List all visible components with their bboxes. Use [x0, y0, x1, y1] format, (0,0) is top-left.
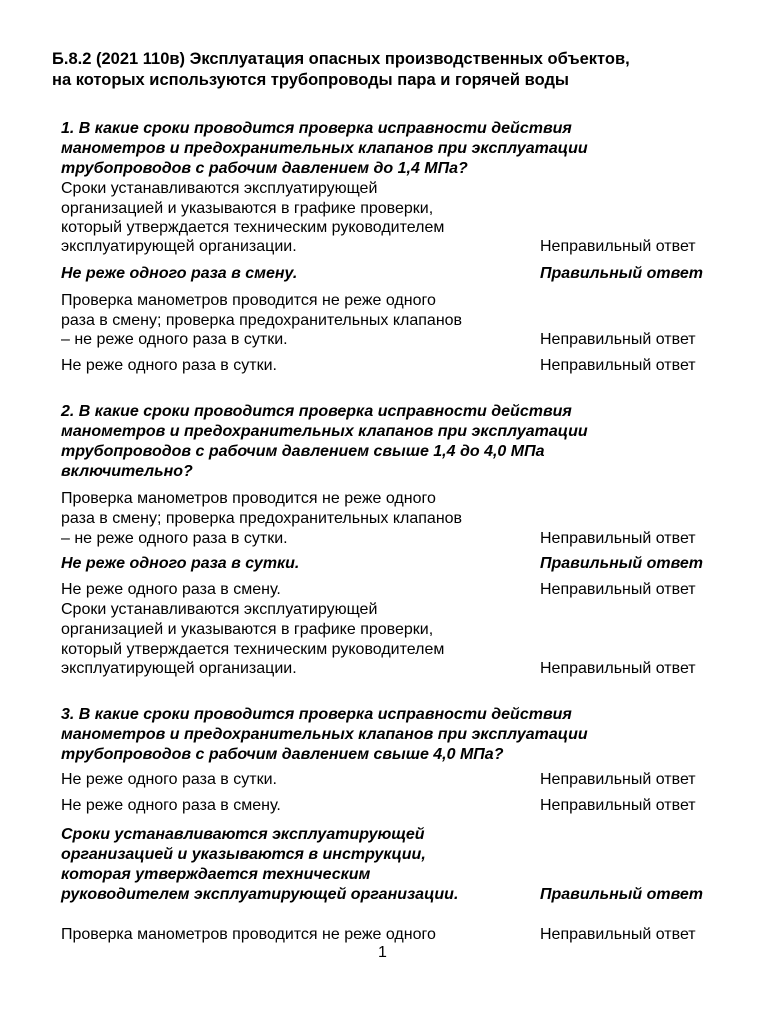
q1-answer-3-line-1: Проверка манометров проводится не реже одного — [61, 292, 436, 309]
q3-answer-3-line-4: руководителем эксплуатирующей организации. — [61, 886, 459, 903]
question-1-line-2: манометров и предохранительных клапанов при эксплуатации — [61, 140, 588, 157]
q2-answer-4-line-2: организацией и указываются в графике проверки, — [61, 621, 434, 638]
q1-answer-1-line-1: Сроки устанавливаются эксплуатирующей — [61, 180, 378, 197]
q1-answer-1-line-3: который утверждается техническим руководителем — [61, 219, 445, 236]
q1-answer-2-result: Правильный ответ — [540, 265, 704, 282]
q2-answer-1-line-2: раза в смену; проверка предохранительных клапанов — [61, 510, 463, 527]
question-3-line-2: манометров и предохранительных клапанов при эксплуатации — [61, 726, 588, 743]
q2-answer-3-result: Неправильный ответ — [540, 581, 696, 598]
q1-answer-4-line-1: Не реже одного раза в сутки. — [61, 357, 277, 374]
question-2-line-2: манометров и предохранительных клапанов при эксплуатации — [61, 423, 588, 440]
q2-answer-3-line-1: Не реже одного раза в смену. — [61, 581, 281, 598]
q1-answer-3-line-2: раза в смену; проверка предохранительных клапанов — [61, 312, 463, 329]
q3-answer-3-result: Правильный ответ — [540, 886, 704, 903]
q2-answer-1-line-3: – не реже одного раза в сутки. — [61, 530, 288, 547]
q3-answer-4-result: Неправильный ответ — [540, 926, 696, 943]
q2-answer-4-line-4: эксплуатирующей организации. — [61, 660, 297, 677]
q2-answer-4-line-1: Сроки устанавливаются эксплуатирующей — [61, 601, 378, 618]
q2-answer-4-result: Неправильный ответ — [540, 660, 696, 677]
page-number: 1 — [378, 944, 387, 961]
q3-answer-2-line-1: Не реже одного раза в смену. — [61, 797, 281, 814]
q3-answer-4-line-1: Проверка манометров проводится не реже одного — [61, 926, 436, 943]
q1-answer-1-line-4: эксплуатирующей организации. — [61, 238, 297, 255]
q2-answer-1-line-1: Проверка манометров проводится не реже одного — [61, 490, 436, 507]
q1-answer-3-result: Неправильный ответ — [540, 331, 696, 348]
q2-answer-4-line-3: который утверждается техническим руководителем — [61, 641, 445, 658]
question-2-line-4: включительно? — [61, 463, 193, 480]
q3-answer-1-line-1: Не реже одного раза в сутки. — [61, 771, 277, 788]
q3-answer-3-line-3: которая утверждается техническим — [61, 866, 371, 883]
question-1-line-3: трубопроводов с рабочим давлением до 1,4 МПа? — [61, 160, 468, 177]
question-3-line-3: трубопроводов с рабочим давлением свыше 4,0 МПа? — [61, 746, 504, 763]
title-line-1: Б.8.2 (2021 110в) Эксплуатация опасных производственных объектов, — [52, 50, 630, 68]
q1-answer-2-line-1: Не реже одного раза в смену. — [61, 265, 298, 282]
q1-answer-1-result: Неправильный ответ — [540, 238, 696, 255]
question-2-line-3: трубопроводов с рабочим давлением свыше 1,4 до 4,0 МПа — [61, 443, 545, 460]
q3-answer-3-line-1: Сроки устанавливаются эксплуатирующей — [61, 826, 425, 843]
q3-answer-1-result: Неправильный ответ — [540, 771, 696, 788]
q1-answer-3-line-3: – не реже одного раза в сутки. — [61, 331, 288, 348]
question-1-line-1: 1. В какие сроки проводится проверка исправности действия — [61, 120, 572, 137]
title-line-2: на которых используются трубопроводы пара и горячей воды — [52, 71, 570, 89]
question-2-line-1: 2. В какие сроки проводится проверка исправности действия — [61, 403, 572, 420]
q2-answer-2-line-1: Не реже одного раза в сутки. — [61, 555, 300, 572]
q1-answer-4-result: Неправильный ответ — [540, 357, 696, 374]
q2-answer-1-result: Неправильный ответ — [540, 530, 696, 547]
q2-answer-2-result: Правильный ответ — [540, 555, 704, 572]
q3-answer-2-result: Неправильный ответ — [540, 797, 696, 814]
q3-answer-3-line-2: организацией и указываются в инструкции, — [61, 846, 426, 863]
q1-answer-1-line-2: организацией и указываются в графике проверки, — [61, 200, 434, 217]
document-title — [52, 49, 732, 91]
question-3-line-1: 3. В какие сроки проводится проверка исправности действия — [61, 706, 572, 723]
